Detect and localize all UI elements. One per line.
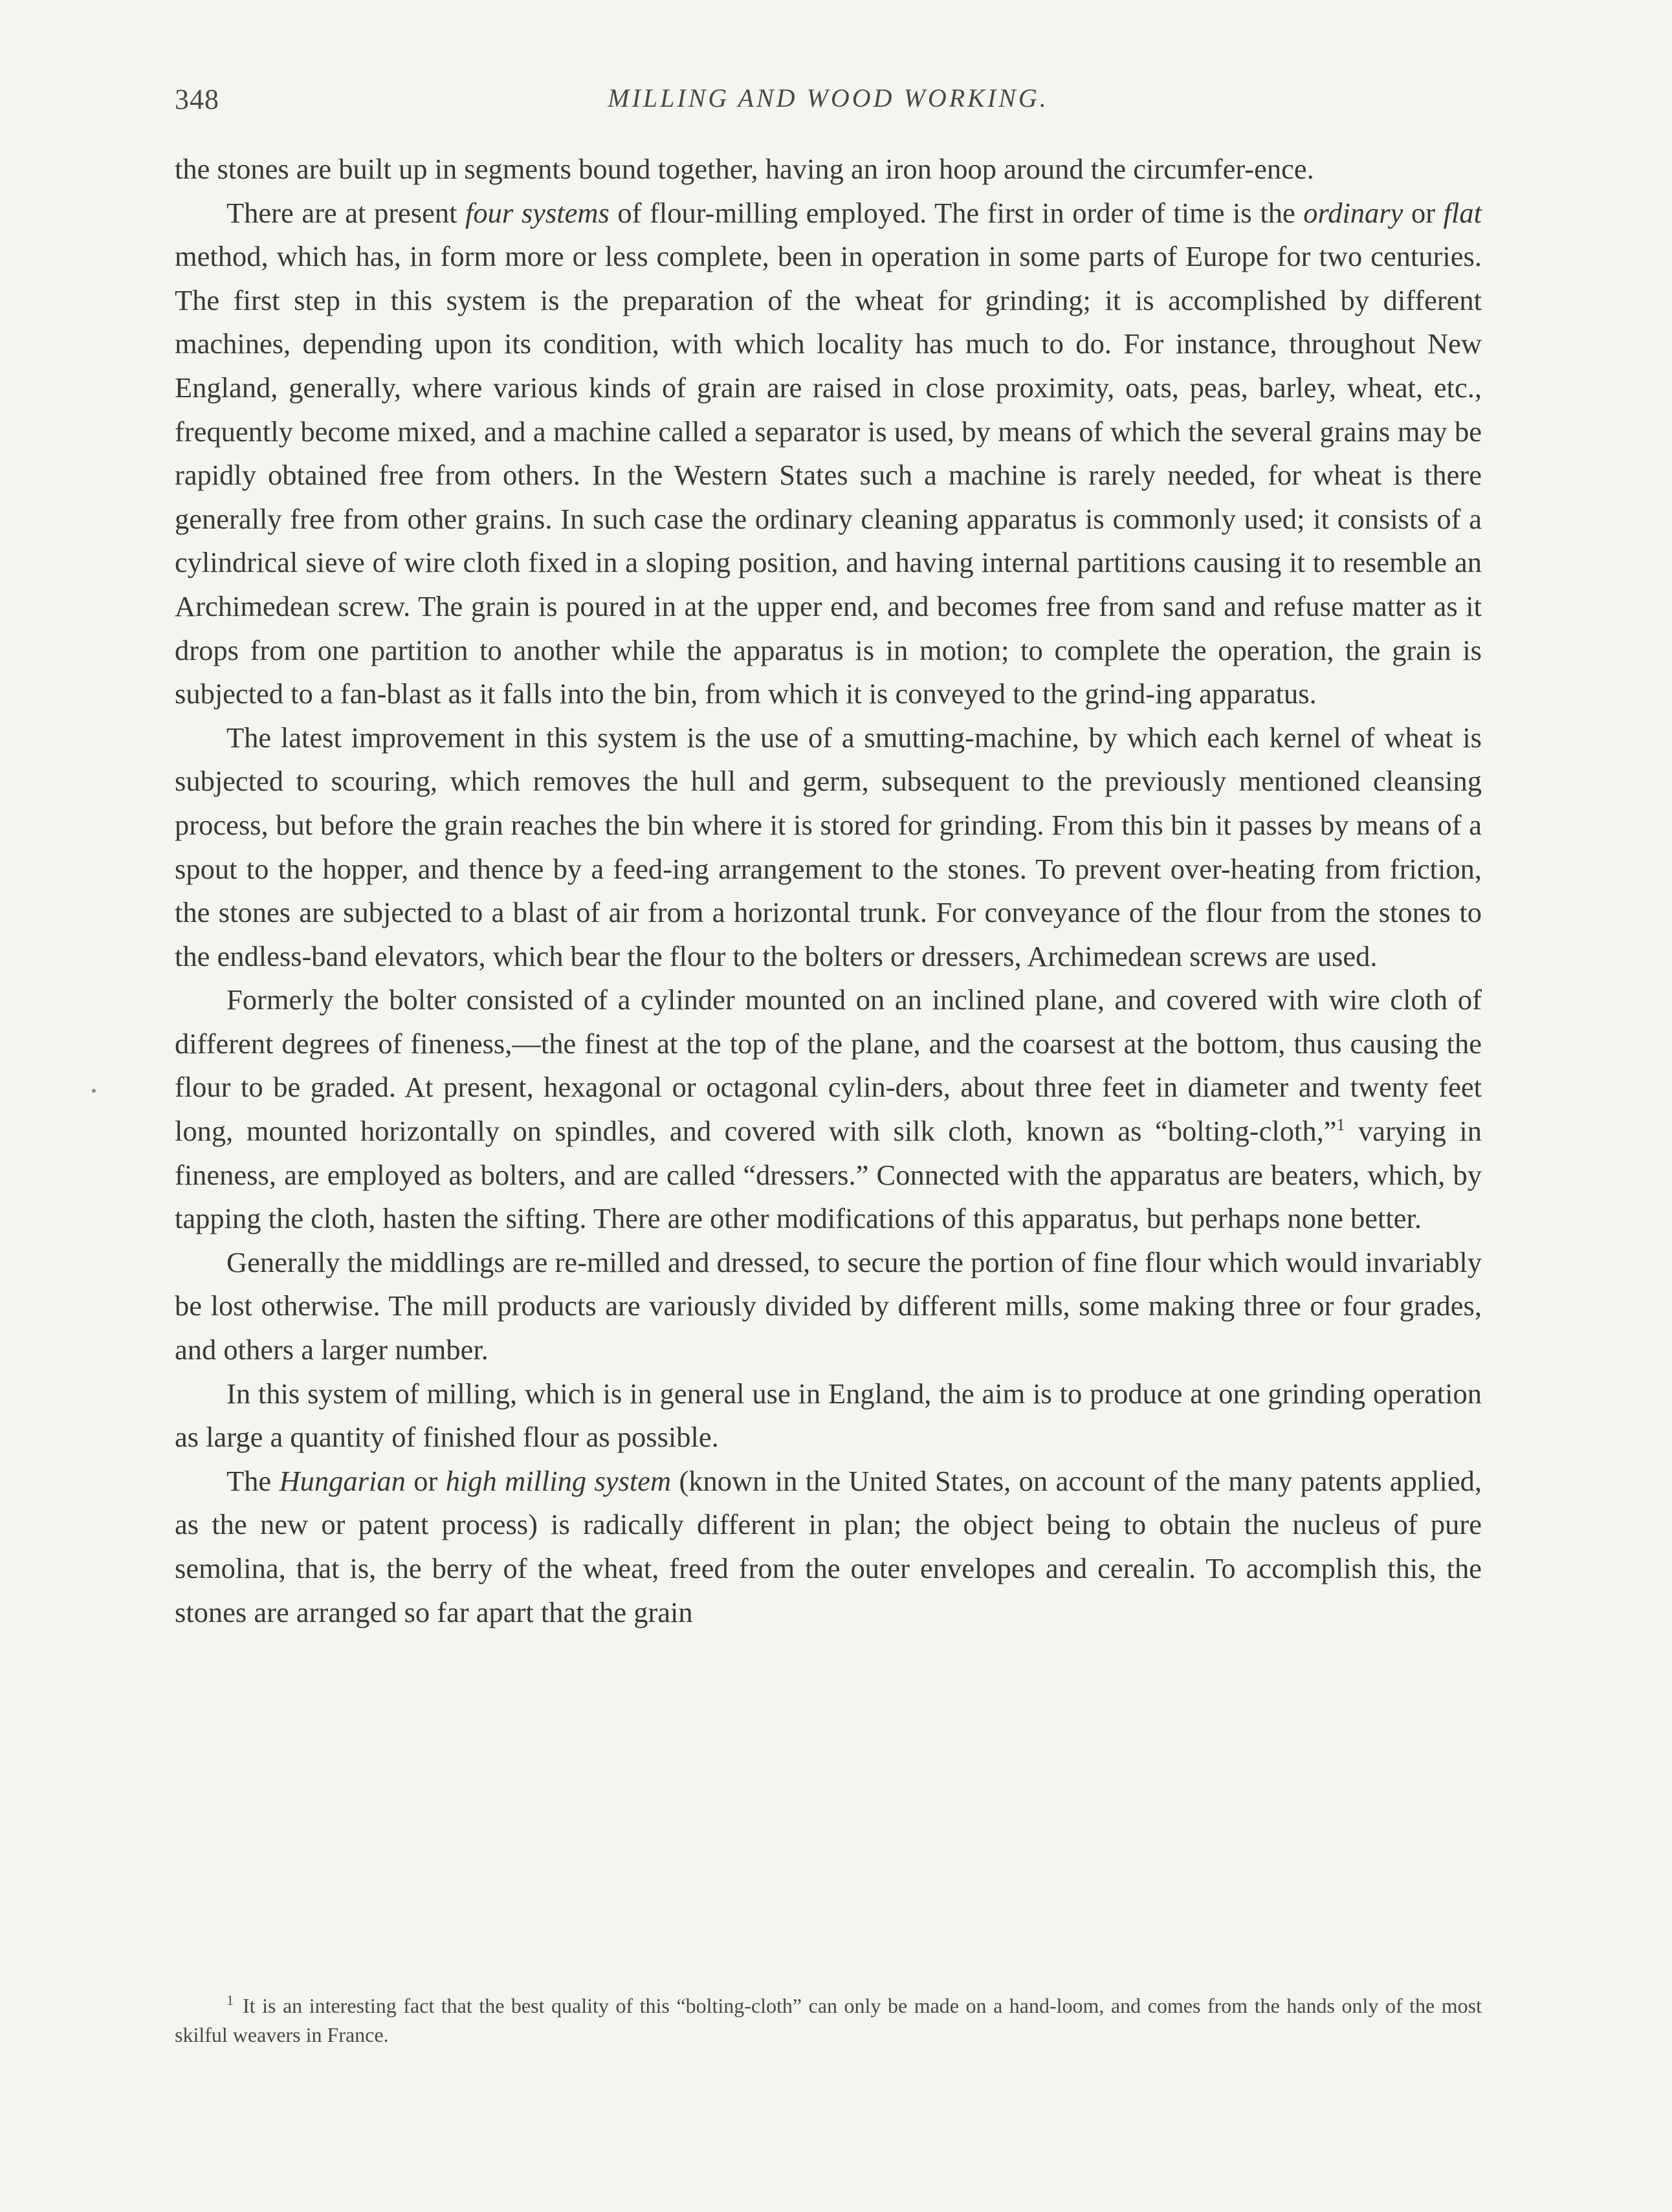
paragraph-6 <box>175 1372 1482 1460</box>
margin-mark <box>92 1089 96 1093</box>
paragraph-2 <box>175 192 1482 716</box>
paragraph-4 <box>175 978 1482 1241</box>
footnote-marker: 1 <box>226 1992 234 2008</box>
italic-term: Hungarian <box>279 1464 406 1497</box>
body-text <box>175 148 1482 1634</box>
paragraph-7 <box>175 1460 1482 1634</box>
text-run: The <box>226 1464 280 1497</box>
page-number: 348 <box>175 83 219 115</box>
page-header <box>175 83 1482 122</box>
footnote-reference[interactable]: 1 <box>1336 1115 1345 1135</box>
italic-term: high milling system <box>445 1464 672 1497</box>
text-run: or <box>405 1464 446 1497</box>
text-run: Formerly the bolter consisted of a cylinder mounted on an inclined plane, and covered with wire cloth of different degrees of fineness,—the finest at the top of the plane, and the coarsest at the bottom, thus causing the flour to be graded. At present, hexagonal or octagonal cylin-ders, about three feet in diameter and twenty feet long, mounted horizontally on spindles, and covered with silk cloth, known as “bolting-cloth,” <box>175 983 1482 1148</box>
text-run: the stones are built up in segments bound together, having an iron hoop around the circumfer-ence. <box>175 153 1314 185</box>
paragraph-3 <box>175 716 1482 979</box>
italic-term: flat <box>1443 196 1482 229</box>
italic-term: four systems <box>465 196 610 229</box>
text-run: of flour-milling employed. The first in order of time is the <box>609 196 1304 229</box>
footnote-text: It is an interesting fact that the best quality of this “bolting-cloth” can only be made on a hand-loom, and comes from the hands only of the most skilful weavers in France. <box>175 1994 1482 2046</box>
paragraph-5 <box>175 1241 1482 1372</box>
text-run: Generally the middlings are re-milled and dressed, to secure the portion of fine flour which would invariably be lost otherwise. The mill products are variously divided by different mills, some making three or four grades, and others a larger number. <box>175 1245 1482 1366</box>
text-run: or <box>1403 196 1444 229</box>
text-run: (known in the United States, on account of the many patents applied, as the new or patent process) is radically different in plan; the object being to obtain the nucleus of pure semolina, that is, the berry of the wheat, freed from the outer envelopes and cerealin. To accomplish this, the stones are arranged so far apart that the grain <box>175 1464 1482 1628</box>
italic-term: ordinary <box>1303 196 1403 229</box>
text-run: varying in fineness, are employed as bolters, and are called “dressers.” Connected with the apparatus are beaters, which, by tapping the cloth, hasten the sifting. There are other modifications of this apparatus, but perhaps none better. <box>175 1115 1482 1235</box>
paragraph-1 <box>175 148 1482 192</box>
text-run: There are at present <box>226 196 466 229</box>
text-run: In this system of milling, which is in general use in England, the aim is to produce at one grinding operation as large a quantity of finished flour as possible. <box>175 1377 1482 1454</box>
running-title: MILLING AND WOOD WORKING. <box>608 83 1049 113</box>
text-run: method, which has, in form more or less complete, been in operation in some parts of Europe for two centuries. The first step in this system is the preparation of the wheat for grinding; it is accomplished by different machines, depending upon its condition, with which locality has much to do. For instance, throughout New England, generally, where various kinds of grain are raised in close proximity, oats, peas, barley, wheat, etc., frequently become mixed, and a machine called a separator is used, by means of which the several grains may be rapidly obtained free from others. In the Western States such a machine is rarely needed, for wheat is there generally free from other grains. In such case the ordinary cleaning apparatus is commonly used; it consists of a cylindrical sieve of wire cloth fixed in a sloping position, and having internal partitions causing it to resemble an Archimedean screw. The grain is poured in at the upper end, and becomes free from sand and refuse matter as it drops from one partition to another while the apparatus is in motion; to complete the operation, the grain is subjected to a fan-blast as it falls into the bin, from which it is conveyed to the grind-ing apparatus. <box>175 240 1482 710</box>
text-run: The latest improvement in this system is the use of a smutting-machine, by which each kernel of wheat is subjected to scouring, which removes the hull and germ, subsequent to the previously mentioned cleansing process, but before the grain reaches the bin where it is stored for grinding. From this bin it passes by means of a spout to the hopper, and thence by a feed-ing arrangement to the stones. To prevent over-heating from friction, the stones are subjected to a blast of air from a horizontal trunk. For conveyance of the flour from the stones to the endless-band elevators, which bear the flour to the bolters or dressers, Archimedean screws are used. <box>175 721 1482 972</box>
footnote <box>175 1991 1482 2050</box>
